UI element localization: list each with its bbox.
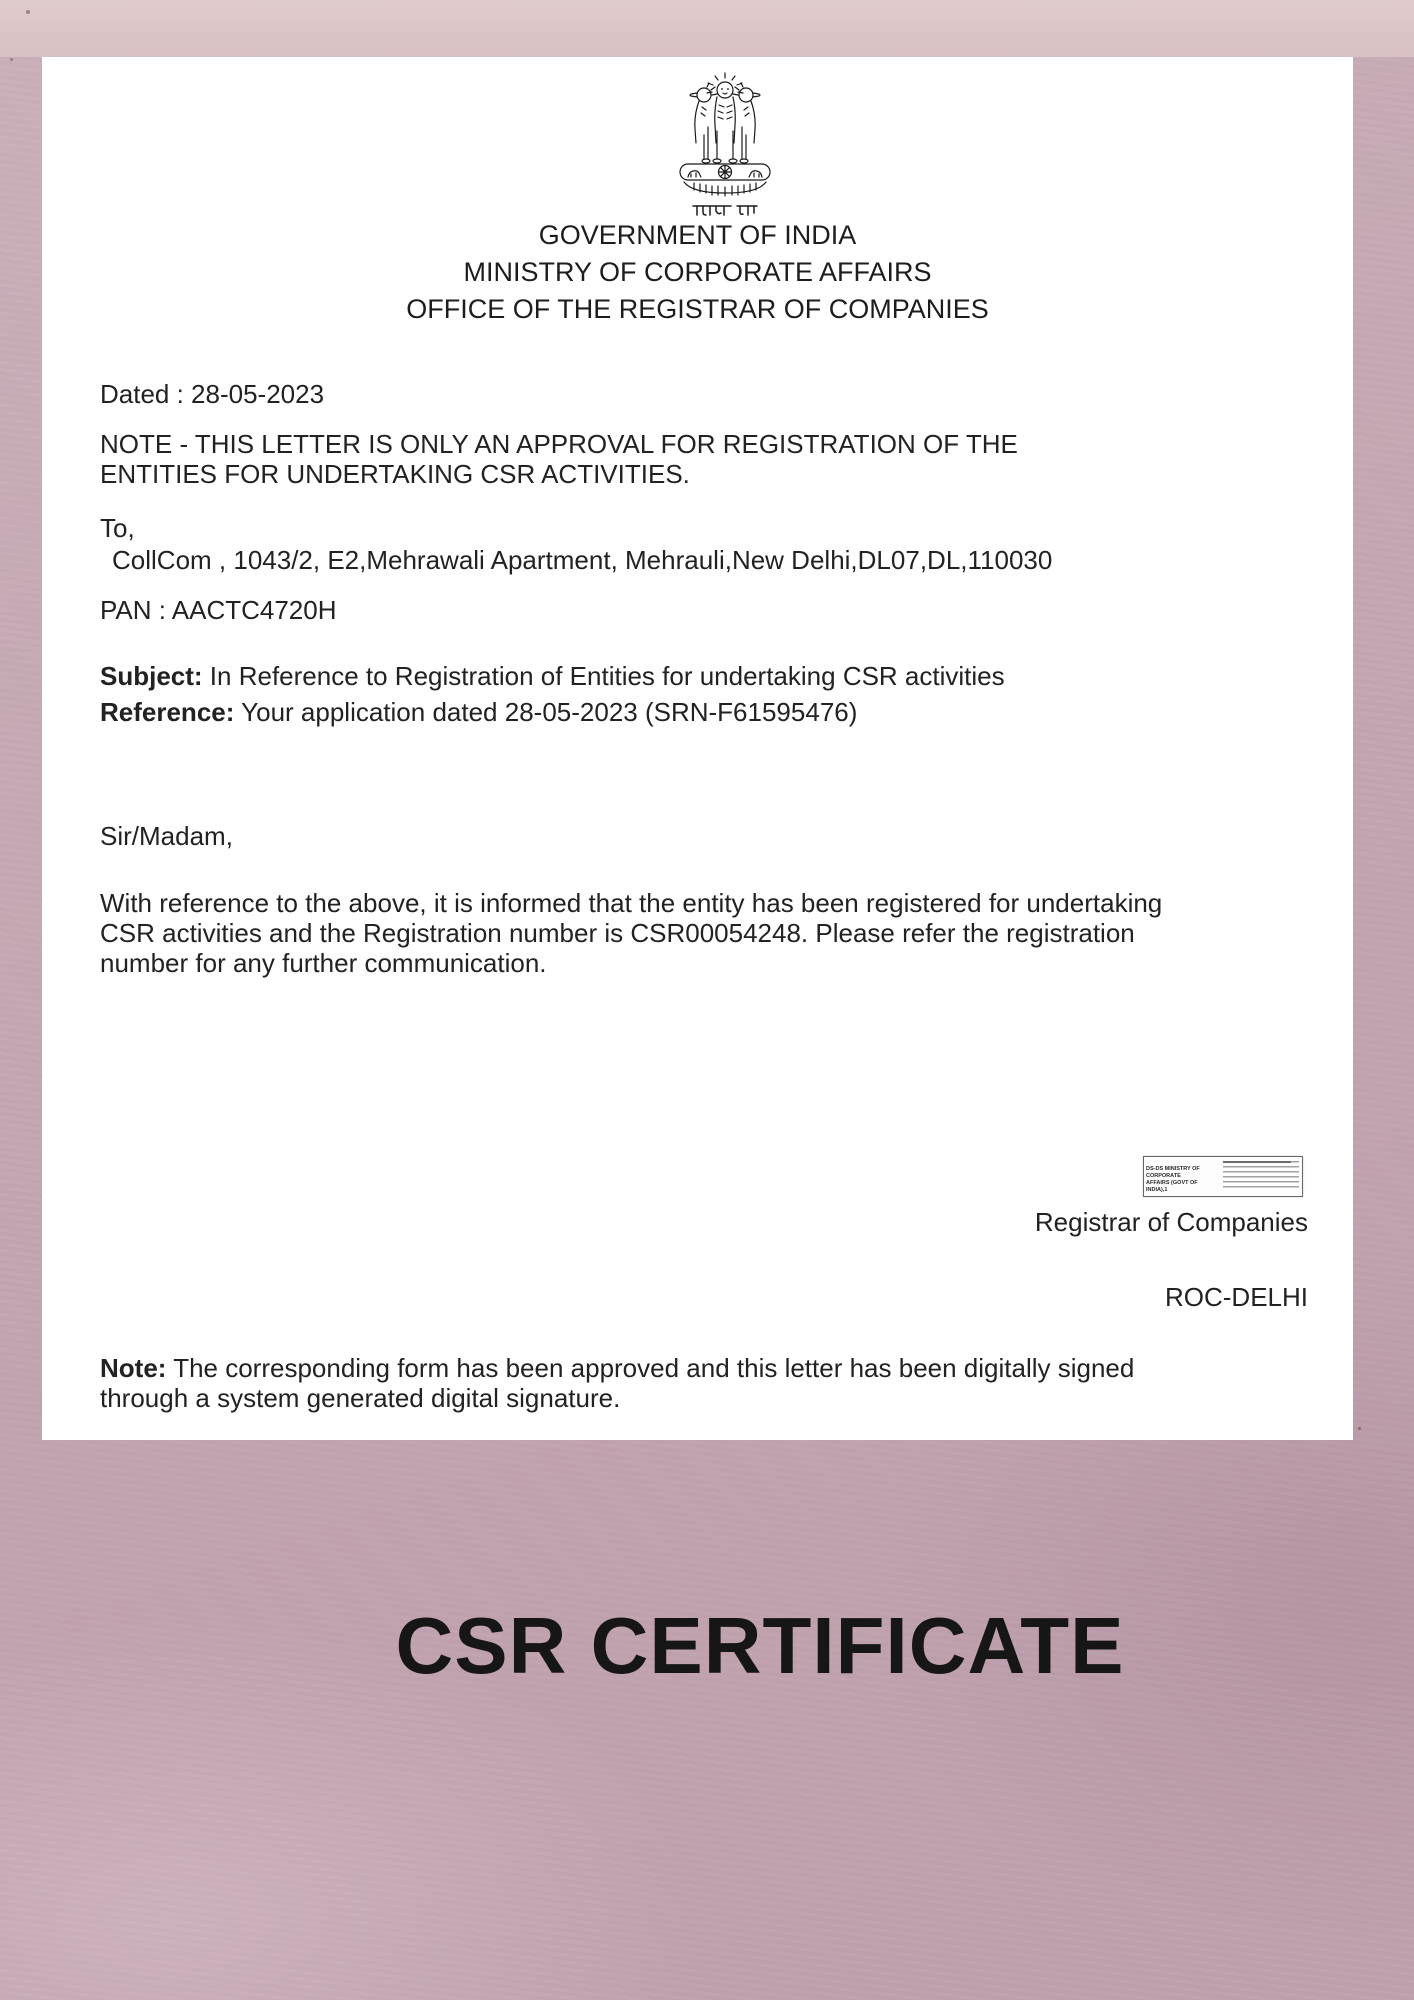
lion-capital-of-ashoka-icon	[660, 65, 790, 223]
registrar-signoff: Registrar of Companies	[1034, 1207, 1308, 1237]
approval-note-line-2: ENTITIES FOR UNDERTAKING CSR ACTIVITIES.	[100, 459, 690, 489]
body-line-3: number for any further communication.	[100, 948, 547, 978]
top-pink-strip	[0, 0, 1414, 57]
body-line-1: With reference to the above, it is informed that the entity has been registered for undertaking	[100, 888, 1163, 918]
subject-label: Subject:	[100, 661, 203, 691]
footnote-label: Note:	[100, 1353, 167, 1383]
reference-label: Reference:	[100, 697, 235, 727]
stamp-title-line-2: AFFAIRS (GOVT OF INDIA),1	[1146, 1180, 1198, 1193]
salutation: Sir/Madam,	[100, 821, 233, 851]
letterhead	[42, 217, 1353, 328]
motto-satyameva-jayate	[693, 206, 757, 215]
paper-speck	[10, 58, 13, 61]
body-paragraph	[100, 888, 1162, 978]
paper-speck	[26, 10, 30, 14]
digital-signature-stamp	[1143, 1156, 1303, 1197]
letterhead-line-office: OFFICE OF THE REGISTRAR OF COMPANIES	[406, 294, 989, 324]
digital-signature-stamp-title	[1146, 1159, 1220, 1194]
roc-location: ROC-DELHI	[1164, 1282, 1308, 1312]
to-label: To,	[100, 513, 135, 543]
letterhead-line-ministry: MINISTRY OF CORPORATE AFFAIRS	[463, 257, 932, 287]
digital-signature-footnote	[100, 1353, 1134, 1413]
letter-paper	[42, 57, 1353, 1440]
recipient-address: CollCom , 1043/2, E2,Mehrawali Apartment, Mehrauli,New Delhi,DL07,DL,110030	[112, 545, 1053, 575]
footnote-line-1	[100, 1353, 1134, 1383]
reference-line	[100, 697, 857, 728]
footnote-text: The corresponding form has been approved and this letter has been digitally signed	[166, 1353, 1135, 1383]
pan-line: PAN : AACTC4720H	[100, 595, 337, 625]
national-emblem	[660, 65, 790, 223]
reference-text: Your application dated 28-05-2023 (SRN-F61595476)	[234, 697, 858, 727]
body-line-2: CSR activities and the Registration number is CSR00054248. Please refer the registration	[100, 918, 1135, 948]
subject-line	[100, 661, 1005, 692]
dated-line: Dated : 28-05-2023	[100, 379, 325, 409]
signature-fine-print	[1223, 1161, 1299, 1191]
paper-speck	[1358, 1427, 1361, 1430]
approval-note-line-1: NOTE - THIS LETTER IS ONLY AN APPROVAL FOR REGISTRATION OF THE	[100, 429, 1018, 459]
footnote-line-2: through a system generated digital signature.	[100, 1383, 621, 1413]
subject-text: In Reference to Registration of Entities for undertaking CSR activities	[202, 661, 1005, 691]
approval-note-paragraph	[100, 429, 1018, 489]
stamp-title-line-1: DS-DS MINISTRY OF CORPORATE	[1146, 1166, 1200, 1179]
letterhead-line-government: GOVERNMENT OF INDIA	[538, 220, 857, 250]
csr-certificate-title: CSR CERTIFICATE	[395, 1601, 1125, 1690]
